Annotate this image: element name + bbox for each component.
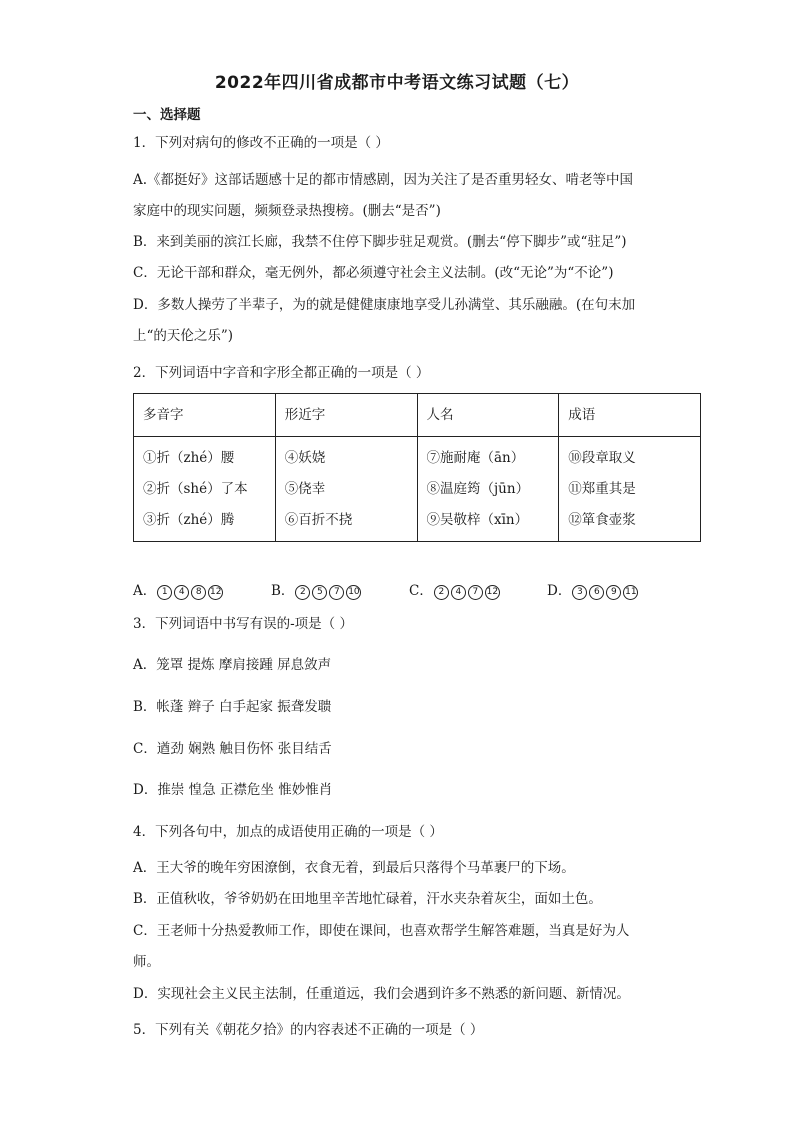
q2-option-b: [271, 579, 362, 600]
q1-option-d-line1: D．多数人操劳了半辈子，为的就是健健康康地享受儿孙满堂、其乐融融。(在句末加: [133, 297, 636, 313]
circled-number: 11: [623, 585, 638, 600]
option-label: C．: [409, 583, 433, 599]
circled-number: 12: [485, 585, 500, 600]
section-heading: 一、选择题: [133, 107, 201, 123]
q1-option-c: C．无论干部和群众，毫无例外，都必须遵守社会主义法制。(改“无论”为“不论”): [133, 265, 614, 281]
table-header-cell: 形近字: [275, 394, 417, 437]
q4-option-c-line1: C．王老师十分热爱教师工作，即使在课间，也喜欢帮学生解答难题，当真是好为人: [133, 923, 630, 939]
q4-option-d: D．实现社会主义民主法制，任重道远，我们会遇到许多不熟悉的新问题、新情况。: [133, 986, 630, 1002]
table-cell: [559, 437, 701, 542]
q1-stem: 1．下列对病句的修改不正确的一项是（ ）: [133, 135, 389, 151]
cell-item: ②折（shé）了本: [143, 481, 248, 497]
cell-item: ⑧温庭筠（jūn）: [426, 481, 530, 497]
q5-stem: 5．下列有关《朝花夕拾》的内容表述不正确的一项是（ ）: [133, 1022, 484, 1038]
cell-item: ③折（zhé）腾: [143, 512, 235, 528]
circled-number: 2: [434, 585, 449, 600]
q3-option-b: B．帐蓬 辫子 白手起家 振聋发聩: [133, 699, 332, 715]
circled-number: 3: [572, 585, 587, 600]
q4-stem: 4．下列各句中，加点的成语使用正确的一项是（ ）: [133, 824, 443, 840]
circled-number: 5: [312, 585, 327, 600]
q3-option-d: D．推崇 惶急 正襟危坐 惟妙惟肖: [133, 782, 333, 798]
q4-option-c-line2: 师。: [133, 954, 160, 970]
page-title: 2022年四川省成都市中考语文练习试题（七）: [214, 73, 580, 93]
circled-number: 2: [295, 585, 310, 600]
q2-table: [133, 393, 701, 542]
table-header-row: [134, 394, 701, 437]
cell-item: ⑩段章取义: [568, 450, 636, 466]
q1-option-d-line2: 上“的天伦之乐”): [133, 328, 234, 344]
table-header-cell: 人名: [417, 394, 559, 437]
q3-option-c: C．遒劲 娴熟 触目伤怀 张目结舌: [133, 741, 332, 757]
q1-option-b: B．来到美丽的滨江长廊，我禁不住停下脚步驻足观赏。(删去“停下脚步”或“驻足”): [133, 234, 627, 250]
cell-item: ⑨吴敬梓（xīn）: [426, 512, 529, 528]
circled-number: 7: [468, 585, 483, 600]
q4-option-b: B．正值秋收，爷爷奶奶在田地里辛苦地忙碌着，汗水夹杂着灰尘，面如土色。: [133, 891, 602, 907]
cell-item: ⑥百折不挠: [284, 512, 353, 528]
cell-item: ⑪郑重其是: [568, 481, 636, 497]
table-cell: [275, 437, 417, 542]
table-header-cell: 成语: [559, 394, 701, 437]
q1-option-a-line2: 家庭中的现实问题，频频登录热搜榜。(删去“是否”): [133, 203, 441, 219]
circled-number: 8: [191, 585, 206, 600]
option-label: D．: [547, 583, 572, 599]
cell-item: ⑫箪食壶浆: [568, 512, 636, 528]
q3-stem: 3．下列词语中书写有误的-项是（ ）: [133, 616, 353, 632]
q2-option-c: [409, 579, 501, 600]
circled-number: 6: [589, 585, 604, 600]
q1-option-a-line1: A.《都挺好》这部话题感十足的都市情感剧，因为关注了是否重男轻女、啃老等中国: [133, 172, 634, 188]
option-label: B．: [271, 583, 295, 599]
q4-option-a: A．王大爷的晚年穷困潦倒，衣食无着，到最后只落得个马革裹尸的下场。: [133, 860, 575, 876]
option-label: A．: [133, 583, 157, 599]
circled-number: 9: [606, 585, 621, 600]
circled-number: 4: [174, 585, 189, 600]
table-cell: [417, 437, 559, 542]
circled-number: 12: [208, 585, 223, 600]
cell-item: ①折（zhé）腰: [143, 450, 235, 466]
q2-option-a: [133, 579, 224, 600]
cell-item: ⑦施耐庵（ān）: [426, 450, 525, 466]
circled-number: 7: [329, 585, 344, 600]
q3-option-a: A．笼罩 提炼 摩肩接踵 屏息敛声: [133, 657, 332, 673]
table-row: [134, 437, 701, 542]
q2-stem: 2．下列词语中字音和字形全都正确的一项是（ ）: [133, 365, 430, 381]
cell-item: ④妖娆: [284, 450, 326, 466]
circled-number: 4: [451, 585, 466, 600]
q2-option-d: [547, 579, 639, 600]
circled-number: 10: [346, 585, 361, 600]
table-cell: [134, 437, 276, 542]
cell-item: ⑤侥幸: [284, 481, 326, 497]
table-header-cell: 多音字: [134, 394, 276, 437]
circled-number: 1: [157, 585, 172, 600]
